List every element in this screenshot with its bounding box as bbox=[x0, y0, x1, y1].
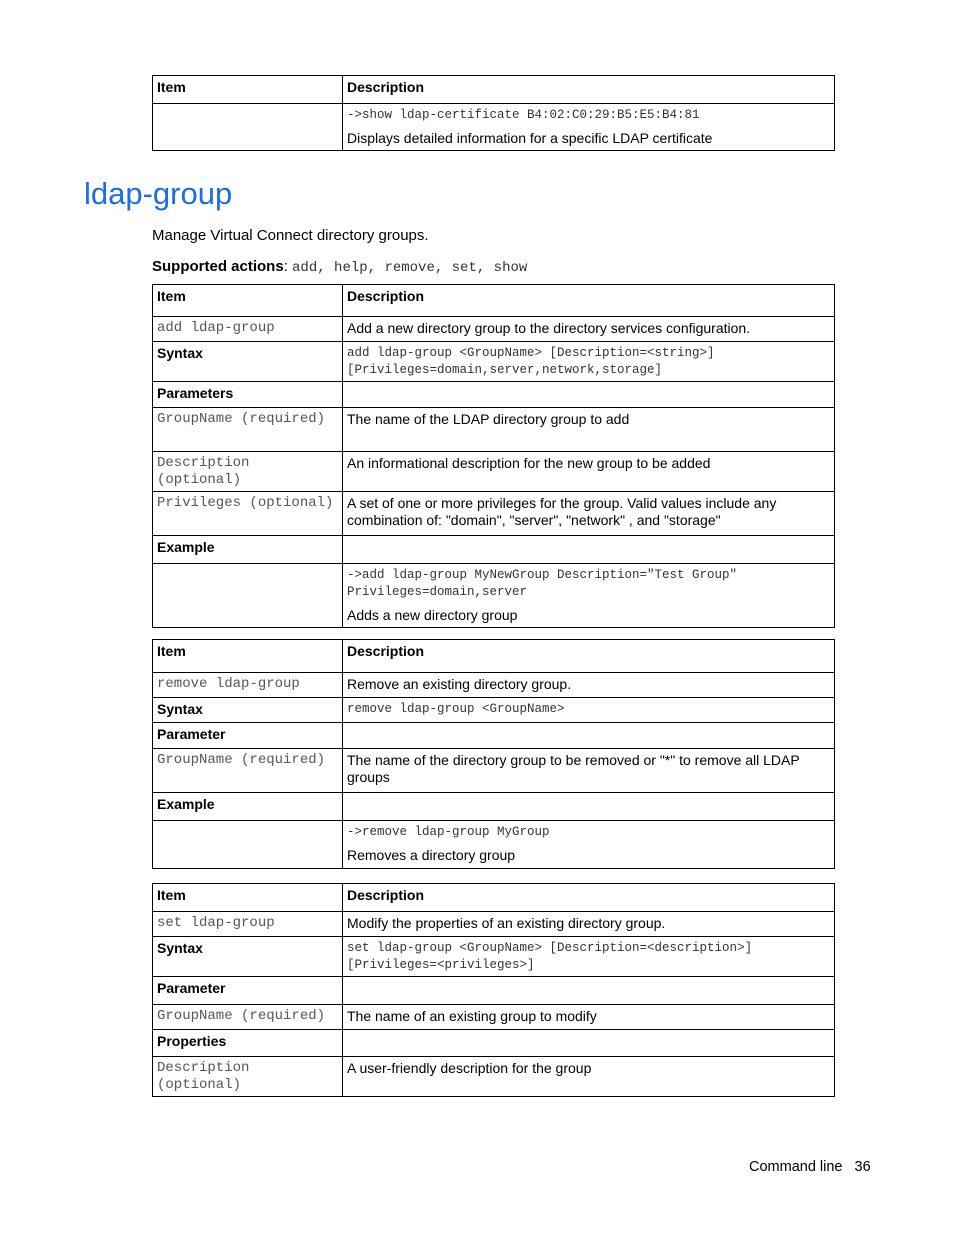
table-row bbox=[153, 937, 835, 977]
command-cell: remove ldap-group bbox=[153, 673, 343, 698]
param-item: Description (optional) bbox=[153, 452, 343, 492]
supported-actions bbox=[152, 258, 527, 276]
table-header-row bbox=[153, 640, 835, 673]
property-description: A user-friendly description for the group bbox=[343, 1057, 835, 1097]
properties-label: Properties bbox=[153, 1030, 343, 1057]
syntax-cell bbox=[343, 342, 835, 382]
param-item: GroupName (required) bbox=[153, 749, 343, 793]
section-intro: Manage Virtual Connect directory groups. bbox=[152, 227, 429, 244]
table-row bbox=[153, 977, 835, 1005]
table-row bbox=[153, 1005, 835, 1030]
supported-actions-label: Supported actions bbox=[152, 258, 284, 275]
param-description: The name of the LDAP directory group to add bbox=[343, 408, 835, 452]
syntax-line: add ldap-group <GroupName> [Description=<string>] bbox=[347, 346, 715, 360]
command-cell: set ldap-group bbox=[153, 912, 343, 937]
table-row bbox=[153, 104, 835, 151]
syntax-line: [Privileges=<privileges>] bbox=[347, 958, 535, 972]
command-cell: add ldap-group bbox=[153, 317, 343, 342]
section-title: ldap-group bbox=[84, 176, 233, 211]
table-header-row bbox=[153, 76, 835, 104]
syntax-label: Syntax bbox=[153, 937, 343, 977]
table-header-row bbox=[153, 884, 835, 912]
header-item: Item bbox=[153, 285, 343, 317]
example-label: Example bbox=[153, 793, 343, 821]
description-cell bbox=[343, 104, 835, 151]
parameter-label: Parameter bbox=[153, 723, 343, 749]
table-row bbox=[153, 317, 835, 342]
description-cell: Remove an existing directory group. bbox=[343, 673, 835, 698]
page-number: 36 bbox=[854, 1159, 871, 1175]
syntax-label: Syntax bbox=[153, 698, 343, 723]
example-code: ->add ldap-group MyNewGroup Description="Test Group" bbox=[347, 568, 738, 582]
param-description: An informational description for the new group to be added bbox=[343, 452, 835, 492]
header-description: Description bbox=[343, 884, 835, 912]
table-row bbox=[153, 452, 835, 492]
header-item: Item bbox=[153, 76, 343, 104]
example-text: Adds a new directory group bbox=[347, 607, 518, 623]
property-item: Description (optional) bbox=[153, 1057, 343, 1097]
example-text: Removes a directory group bbox=[347, 847, 516, 863]
add-ldap-group-table bbox=[152, 284, 835, 628]
syntax-line: set ldap-group <GroupName> [Description=<description>] bbox=[347, 941, 753, 955]
syntax-cell bbox=[343, 698, 835, 723]
syntax-label: Syntax bbox=[153, 342, 343, 382]
header-item: Item bbox=[153, 884, 343, 912]
table-row bbox=[153, 1057, 835, 1097]
table-row bbox=[153, 821, 835, 869]
example-text: Displays detailed information for a specific LDAP certificate bbox=[347, 130, 713, 146]
header-description: Description bbox=[343, 285, 835, 317]
ldap-certificate-table-continued bbox=[152, 75, 835, 151]
page-footer bbox=[749, 1159, 871, 1175]
table-row bbox=[153, 382, 835, 408]
parameter-label: Parameter bbox=[153, 977, 343, 1005]
example-label: Example bbox=[153, 536, 343, 564]
table-row bbox=[153, 723, 835, 749]
example-cell bbox=[343, 821, 835, 869]
example-code: ->remove ldap-group MyGroup bbox=[347, 825, 550, 839]
table-row bbox=[153, 793, 835, 821]
table-row bbox=[153, 912, 835, 937]
table-row bbox=[153, 749, 835, 793]
header-description: Description bbox=[343, 76, 835, 104]
table-row bbox=[153, 673, 835, 698]
table-row bbox=[153, 698, 835, 723]
table-header-row bbox=[153, 285, 835, 317]
param-item: Privileges (optional) bbox=[153, 492, 343, 536]
item-cell bbox=[153, 104, 343, 151]
table-row bbox=[153, 536, 835, 564]
remove-ldap-group-table bbox=[152, 639, 835, 869]
example-cell bbox=[343, 564, 835, 628]
footer-section: Command line bbox=[749, 1159, 843, 1175]
description-cell: Add a new directory group to the directory services configuration. bbox=[343, 317, 835, 342]
param-item: GroupName (required) bbox=[153, 1005, 343, 1030]
table-row bbox=[153, 342, 835, 382]
param-item: GroupName (required) bbox=[153, 408, 343, 452]
set-ldap-group-table bbox=[152, 883, 835, 1097]
header-item: Item bbox=[153, 640, 343, 673]
supported-actions-colon: : bbox=[283, 258, 288, 275]
example-code: ->show ldap-certificate B4:02:C0:29:B5:E5:B4:81 bbox=[347, 108, 700, 122]
param-description: A set of one or more privileges for the group. Valid values include any combination of: "domain", "server", "network" , and "storage" bbox=[343, 492, 835, 536]
syntax-cell bbox=[343, 937, 835, 977]
description-cell: Modify the properties of an existing directory group. bbox=[343, 912, 835, 937]
syntax-line: remove ldap-group <GroupName> bbox=[347, 702, 565, 716]
syntax-line: [Privileges=domain,server,network,storage] bbox=[347, 363, 663, 377]
table-row bbox=[153, 564, 835, 628]
table-row bbox=[153, 492, 835, 536]
param-description: The name of an existing group to modify bbox=[343, 1005, 835, 1030]
table-row bbox=[153, 408, 835, 452]
parameters-label: Parameters bbox=[153, 382, 343, 408]
table-row bbox=[153, 1030, 835, 1057]
header-description: Description bbox=[343, 640, 835, 673]
param-description: The name of the directory group to be removed or "*" to remove all LDAP groups bbox=[343, 749, 835, 793]
example-code: Privileges=domain,server bbox=[347, 585, 528, 599]
supported-actions-values: add, help, remove, set, show bbox=[292, 260, 528, 276]
